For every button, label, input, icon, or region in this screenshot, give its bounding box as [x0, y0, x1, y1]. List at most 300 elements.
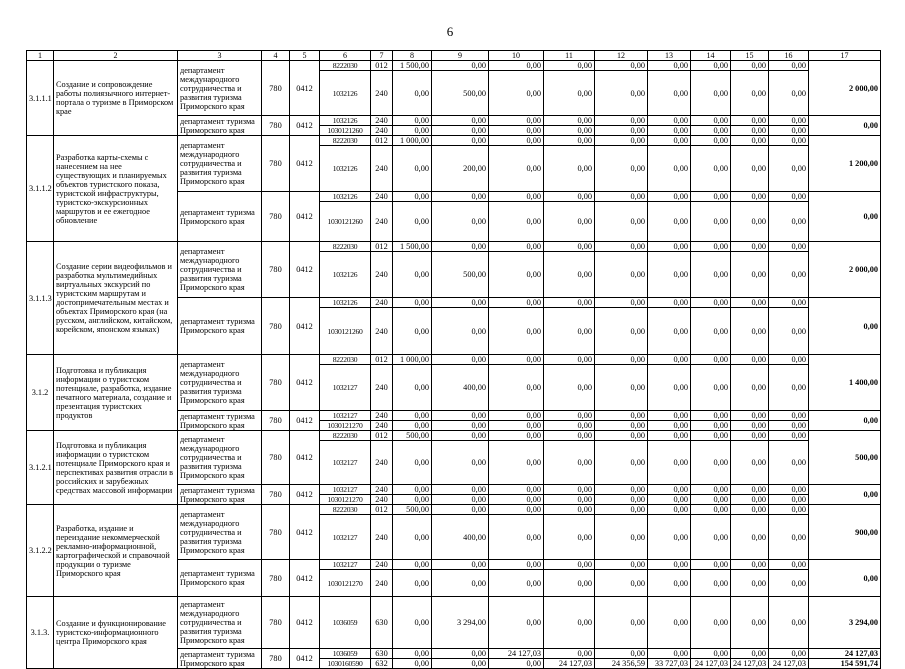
year-amount: 0,00: [489, 116, 544, 126]
year-amount: 0,00: [595, 421, 648, 431]
target-article-code: 1032127: [320, 485, 371, 495]
rzpr-code: 0412: [290, 485, 320, 505]
column-number-row: [27, 51, 881, 61]
target-article-code: 8222030: [320, 136, 371, 146]
rzpr-code: 0412: [290, 116, 320, 136]
item-name: Создание и сопровождение работы полиязычного интернет-портала о туризме в Приморском крае: [54, 61, 178, 136]
year-amount: 0,00: [595, 136, 648, 146]
year-amount: 0,00: [648, 116, 691, 126]
expense-type-code: 012: [371, 242, 393, 252]
table-row: [27, 136, 881, 146]
year-amount: 0,00: [595, 485, 648, 495]
year-amount: 1 000,00: [393, 355, 432, 365]
year-amount: 0,00: [648, 485, 691, 495]
year-amount: 0,00: [648, 71, 691, 116]
year-amount: 0,00: [544, 597, 595, 649]
rzpr-code: 0412: [290, 597, 320, 649]
target-article-code: 8222030: [320, 431, 371, 441]
expense-type-code: 240: [371, 441, 393, 485]
year-amount: 0,00: [393, 71, 432, 116]
year-amount: 0,00: [769, 515, 809, 560]
item-name: Создание серии видеофильмов и разработка мультимедийных виртуальных экскурсий по туристским маршрутам и достопримечательным местах и объектах Приморского края (на русском, английском, китайском, корейском, японском языках): [54, 242, 178, 355]
year-amount: 0,00: [595, 570, 648, 597]
item-total: 1 400,00: [809, 355, 881, 411]
expense-type-code: 012: [371, 431, 393, 441]
item-name: Создание и функционирование туристско-информационного центра Приморского края: [54, 597, 178, 669]
year-amount: 0,00: [691, 242, 731, 252]
year-amount: 0,00: [731, 242, 769, 252]
target-article-code: 1030121260: [320, 126, 371, 136]
year-amount: 0,00: [544, 116, 595, 126]
year-amount: 0,00: [432, 126, 489, 136]
year-amount: 0,00: [544, 495, 595, 505]
department-main: департамент международного сотрудничества и развития туризма Приморского края: [178, 355, 262, 411]
column-number-cell: 15: [731, 51, 769, 61]
grbs-code: 780: [262, 298, 290, 355]
page-number: 6: [446, 24, 454, 39]
table-row: [27, 242, 881, 252]
column-number-cell: 2: [54, 51, 178, 61]
item-number: 3.1.1.2: [27, 136, 54, 242]
grbs-code: 780: [262, 61, 290, 116]
year-amount: 0,00: [769, 116, 809, 126]
target-article-code: 1032127: [320, 365, 371, 411]
expense-type-code: 240: [371, 308, 393, 355]
target-article-code: 1032127: [320, 441, 371, 485]
year-amount: 0,00: [489, 441, 544, 485]
year-amount: 0,00: [731, 495, 769, 505]
year-amount: 0,00: [544, 505, 595, 515]
year-amount: 0,00: [769, 505, 809, 515]
year-amount: 0,00: [595, 441, 648, 485]
year-amount: 0,00: [648, 560, 691, 570]
year-amount: 0,00: [648, 411, 691, 421]
target-article-code: 1032126: [320, 146, 371, 192]
year-amount: 0,00: [769, 441, 809, 485]
item-number: 3.1.2: [27, 355, 54, 431]
department-tourism: департамент туризма Приморского края: [178, 649, 262, 669]
year-amount: 0,00: [731, 192, 769, 202]
year-amount: 24 127,03: [691, 659, 731, 669]
year-amount: 0,00: [544, 411, 595, 421]
year-amount: 0,00: [769, 298, 809, 308]
year-amount: 0,00: [731, 146, 769, 192]
year-amount: 0,00: [544, 202, 595, 242]
year-amount: 33 727,03: [648, 659, 691, 669]
year-amount: 0,00: [544, 355, 595, 365]
item-total: 2 000,00: [809, 242, 881, 298]
item-name: Разработка, издание и переиздание некоммерческой рекламно-информационной, картографической и справочной продукции о туризме Приморского края: [54, 505, 178, 597]
expense-type-code: 240: [371, 298, 393, 308]
year-amount: 0,00: [393, 116, 432, 126]
year-amount: 0,00: [595, 61, 648, 71]
year-amount: 500,00: [393, 505, 432, 515]
year-amount: 0,00: [393, 126, 432, 136]
rzpr-code: 0412: [290, 505, 320, 560]
year-amount: 0,00: [769, 365, 809, 411]
year-amount: 0,00: [731, 485, 769, 495]
expense-type-code: 240: [371, 365, 393, 411]
year-amount: 400,00: [432, 515, 489, 560]
year-amount: 0,00: [769, 136, 809, 146]
year-amount: 0,00: [489, 485, 544, 495]
year-amount: 0,00: [544, 441, 595, 485]
column-number-cell: 17: [809, 51, 881, 61]
year-amount: 0,00: [648, 308, 691, 355]
year-amount: 0,00: [595, 252, 648, 298]
expense-type-code: 012: [371, 355, 393, 365]
year-amount: 0,00: [432, 441, 489, 485]
year-amount: 24 356,59: [595, 659, 648, 669]
year-amount: 0,00: [691, 649, 731, 659]
year-amount: 0,00: [731, 116, 769, 126]
year-amount: 0,00: [691, 71, 731, 116]
year-amount: 0,00: [432, 202, 489, 242]
target-article-code: 1036059: [320, 649, 371, 659]
year-amount: 0,00: [595, 515, 648, 560]
column-number-cell: 1: [27, 51, 54, 61]
department-main: департамент международного сотрудничества и развития туризма Приморского края: [178, 597, 262, 649]
item-total: 1 200,00: [809, 136, 881, 192]
grbs-code: 780: [262, 242, 290, 298]
target-article-code: 8222030: [320, 505, 371, 515]
year-amount: 0,00: [595, 202, 648, 242]
year-amount: 0,00: [432, 136, 489, 146]
grbs-code: 780: [262, 136, 290, 192]
year-amount: 0,00: [648, 242, 691, 252]
expense-type-code: 012: [371, 136, 393, 146]
expense-type-code: 240: [371, 71, 393, 116]
year-amount: 0,00: [489, 495, 544, 505]
column-number-cell: 7: [371, 51, 393, 61]
expense-type-code: 630: [371, 649, 393, 659]
rzpr-code: 0412: [290, 242, 320, 298]
department-tourism: департамент туризма Приморского края: [178, 485, 262, 505]
year-amount: 0,00: [691, 560, 731, 570]
year-amount: 0,00: [691, 485, 731, 495]
year-amount: 0,00: [393, 421, 432, 431]
year-amount: 0,00: [691, 355, 731, 365]
department-main: департамент международного сотрудничества и развития туризма Приморского края: [178, 61, 262, 116]
year-amount: 0,00: [595, 365, 648, 411]
year-amount: 0,00: [595, 411, 648, 421]
item-name: Подготовка и публикация информации о туристском потенциале, разработка, издание печатного материала, создание и презентация туристских продуктов: [54, 355, 178, 431]
year-amount: 0,00: [691, 570, 731, 597]
year-amount: 0,00: [691, 495, 731, 505]
item-total: 3 294,00: [809, 597, 881, 649]
expense-type-code: 240: [371, 485, 393, 495]
grbs-code: 780: [262, 192, 290, 242]
item-total: 2 000,00: [809, 61, 881, 116]
year-amount: 0,00: [393, 649, 432, 659]
column-number-cell: 11: [544, 51, 595, 61]
year-amount: 0,00: [648, 192, 691, 202]
year-amount: 0,00: [648, 252, 691, 298]
column-number-cell: 12: [595, 51, 648, 61]
year-amount: 0,00: [489, 298, 544, 308]
year-amount: 0,00: [648, 61, 691, 71]
year-amount: 500,00: [432, 71, 489, 116]
year-amount: 0,00: [648, 355, 691, 365]
table-row: [27, 597, 881, 649]
year-amount: 0,00: [489, 252, 544, 298]
item-subtotal: 0,00: [809, 116, 881, 136]
target-article-code: 1030121260: [320, 308, 371, 355]
year-amount: 0,00: [648, 597, 691, 649]
rzpr-code: 0412: [290, 560, 320, 597]
year-amount: 0,00: [691, 146, 731, 192]
year-amount: 0,00: [489, 505, 544, 515]
year-amount: 0,00: [731, 570, 769, 597]
year-amount: 0,00: [432, 308, 489, 355]
year-amount: 0,00: [393, 192, 432, 202]
year-amount: 0,00: [648, 441, 691, 485]
target-article-code: 1032127: [320, 515, 371, 560]
item-total: 900,00: [809, 505, 881, 560]
target-article-code: 8222030: [320, 355, 371, 365]
year-amount: 0,00: [769, 71, 809, 116]
year-amount: 0,00: [731, 505, 769, 515]
target-article-code: 1030121270: [320, 570, 371, 597]
year-amount: 0,00: [691, 597, 731, 649]
year-amount: 0,00: [489, 421, 544, 431]
expense-type-code: 240: [371, 116, 393, 126]
year-amount: 0,00: [489, 515, 544, 560]
year-amount: 0,00: [731, 202, 769, 242]
column-number-cell: 9: [432, 51, 489, 61]
expense-type-code: 012: [371, 61, 393, 71]
year-amount: 0,00: [595, 242, 648, 252]
expense-type-code: 240: [371, 570, 393, 597]
department-main: департамент международного сотрудничества и развития туризма Приморского края: [178, 242, 262, 298]
column-number-cell: 4: [262, 51, 290, 61]
rzpr-code: 0412: [290, 192, 320, 242]
expense-type-code: 632: [371, 659, 393, 669]
year-amount: 0,00: [489, 355, 544, 365]
grbs-code: 780: [262, 355, 290, 411]
target-article-code: 8222030: [320, 61, 371, 71]
year-amount: 0,00: [432, 298, 489, 308]
year-amount: 24 127,03: [544, 659, 595, 669]
year-amount: 0,00: [393, 570, 432, 597]
year-amount: 0,00: [691, 252, 731, 298]
year-amount: 0,00: [595, 649, 648, 659]
year-amount: 0,00: [769, 570, 809, 597]
column-number-cell: 5: [290, 51, 320, 61]
rzpr-code: 0412: [290, 136, 320, 192]
grbs-code: 780: [262, 485, 290, 505]
year-amount: 1 500,00: [393, 242, 432, 252]
item-total: 24 127,03: [809, 649, 881, 659]
year-amount: 0,00: [432, 192, 489, 202]
item-number: 3.1.2.1: [27, 431, 54, 505]
target-article-code: 1030121270: [320, 495, 371, 505]
year-amount: 0,00: [432, 61, 489, 71]
year-amount: 0,00: [393, 411, 432, 421]
column-number-cell: 8: [393, 51, 432, 61]
year-amount: 0,00: [731, 355, 769, 365]
year-amount: 0,00: [393, 560, 432, 570]
year-amount: 0,00: [393, 202, 432, 242]
year-amount: 0,00: [648, 146, 691, 192]
year-amount: 0,00: [731, 560, 769, 570]
year-amount: 0,00: [691, 308, 731, 355]
year-amount: 0,00: [489, 71, 544, 116]
year-amount: 0,00: [432, 570, 489, 597]
item-subtotal: 0,00: [809, 192, 881, 242]
year-amount: 0,00: [769, 495, 809, 505]
year-amount: 0,00: [731, 126, 769, 136]
year-amount: 0,00: [769, 485, 809, 495]
year-amount: 0,00: [489, 365, 544, 411]
expense-type-code: 630: [371, 597, 393, 649]
year-amount: 0,00: [432, 485, 489, 495]
year-amount: 0,00: [769, 202, 809, 242]
year-amount: 0,00: [432, 355, 489, 365]
year-amount: 0,00: [489, 560, 544, 570]
year-amount: 0,00: [691, 505, 731, 515]
department-main: департамент международного сотрудничества и развития туризма Приморского края: [178, 505, 262, 560]
year-amount: 0,00: [595, 146, 648, 192]
department-main: департамент международного сотрудничества и развития туризма Приморского края: [178, 431, 262, 485]
item-number: 3.1.3.: [27, 597, 54, 669]
target-article-code: 1036059: [320, 597, 371, 649]
expense-type-code: 240: [371, 202, 393, 242]
year-amount: 0,00: [489, 242, 544, 252]
year-amount: 0,00: [769, 421, 809, 431]
year-amount: 0,00: [691, 365, 731, 411]
rzpr-code: 0412: [290, 298, 320, 355]
year-amount: 0,00: [544, 515, 595, 560]
column-number-cell: 16: [769, 51, 809, 61]
year-amount: 0,00: [544, 570, 595, 597]
column-number-cell: 10: [489, 51, 544, 61]
year-amount: 0,00: [544, 308, 595, 355]
year-amount: 0,00: [731, 421, 769, 431]
department-tourism: департамент туризма Приморского края: [178, 298, 262, 355]
year-amount: 0,00: [393, 252, 432, 298]
year-amount: 0,00: [648, 202, 691, 242]
year-amount: 0,00: [731, 365, 769, 411]
year-amount: 0,00: [544, 71, 595, 116]
year-amount: 0,00: [432, 495, 489, 505]
year-amount: 0,00: [648, 649, 691, 659]
year-amount: 0,00: [544, 560, 595, 570]
year-amount: 0,00: [731, 252, 769, 298]
item-subtotal: 0,00: [809, 411, 881, 431]
rzpr-code: 0412: [290, 411, 320, 431]
year-amount: 200,00: [432, 146, 489, 192]
year-amount: 0,00: [432, 560, 489, 570]
year-amount: 0,00: [595, 116, 648, 126]
year-amount: 500,00: [393, 431, 432, 441]
year-amount: 0,00: [691, 126, 731, 136]
table-row: [27, 61, 881, 71]
year-amount: 0,00: [691, 515, 731, 560]
year-amount: 0,00: [393, 146, 432, 192]
grbs-code: 780: [262, 431, 290, 485]
year-amount: 0,00: [393, 597, 432, 649]
year-amount: 0,00: [595, 597, 648, 649]
year-amount: 0,00: [544, 242, 595, 252]
year-amount: 0,00: [769, 61, 809, 71]
year-amount: 0,00: [691, 298, 731, 308]
year-amount: 0,00: [489, 126, 544, 136]
target-article-code: 1032127: [320, 411, 371, 421]
column-number-cell: 3: [178, 51, 262, 61]
year-amount: 0,00: [544, 192, 595, 202]
year-amount: 0,00: [489, 61, 544, 71]
year-amount: 0,00: [595, 431, 648, 441]
year-amount: 0,00: [595, 192, 648, 202]
column-number-cell: 6: [320, 51, 371, 61]
grbs-code: 780: [262, 560, 290, 597]
year-amount: 0,00: [489, 136, 544, 146]
table-row: [27, 355, 881, 365]
target-article-code: 1030160590: [320, 659, 371, 669]
year-amount: 0,00: [595, 126, 648, 136]
year-amount: 0,00: [731, 308, 769, 355]
target-article-code: 1030121260: [320, 202, 371, 242]
department-tourism: департамент туризма Приморского края: [178, 192, 262, 242]
year-amount: 0,00: [731, 71, 769, 116]
year-amount: 0,00: [648, 570, 691, 597]
year-amount: 0,00: [691, 411, 731, 421]
year-amount: 0,00: [731, 649, 769, 659]
year-amount: 0,00: [648, 505, 691, 515]
year-amount: 0,00: [769, 597, 809, 649]
year-amount: 0,00: [432, 659, 489, 669]
year-amount: 0,00: [489, 192, 544, 202]
year-amount: 0,00: [393, 485, 432, 495]
budget-table: [26, 50, 881, 669]
target-article-code: 1032126: [320, 116, 371, 126]
expense-type-code: 240: [371, 421, 393, 431]
year-amount: 0,00: [432, 649, 489, 659]
year-amount: 0,00: [731, 515, 769, 560]
year-amount: 0,00: [691, 431, 731, 441]
expense-type-code: 240: [371, 126, 393, 136]
year-amount: 0,00: [432, 505, 489, 515]
year-amount: 0,00: [691, 202, 731, 242]
year-amount: 0,00: [769, 252, 809, 298]
year-amount: 0,00: [731, 597, 769, 649]
year-amount: 0,00: [769, 308, 809, 355]
target-article-code: 1032126: [320, 71, 371, 116]
year-amount: 0,00: [648, 126, 691, 136]
year-amount: 0,00: [691, 136, 731, 146]
target-article-code: 8222030: [320, 242, 371, 252]
target-article-code: 1032126: [320, 252, 371, 298]
year-amount: 0,00: [595, 355, 648, 365]
year-amount: 0,00: [544, 421, 595, 431]
item-name: Подготовка и публикация информации о туристском потенциале Приморского края и перспективах развития отрасли в российских и зарубежных средствах массовой информации: [54, 431, 178, 505]
year-amount: 0,00: [769, 649, 809, 659]
year-amount: 0,00: [648, 515, 691, 560]
year-amount: 0,00: [544, 61, 595, 71]
item-number: 3.1.1.1: [27, 61, 54, 136]
department-main: департамент международного сотрудничества и развития туризма Приморского края: [178, 136, 262, 192]
year-amount: 0,00: [648, 298, 691, 308]
year-amount: 0,00: [769, 411, 809, 421]
grbs-code: 780: [262, 116, 290, 136]
year-amount: 0,00: [595, 495, 648, 505]
year-amount: 0,00: [393, 515, 432, 560]
year-amount: 1 500,00: [393, 61, 432, 71]
item-subtotal: 0,00: [809, 485, 881, 505]
rzpr-code: 0412: [290, 355, 320, 411]
year-amount: 0,00: [544, 146, 595, 192]
